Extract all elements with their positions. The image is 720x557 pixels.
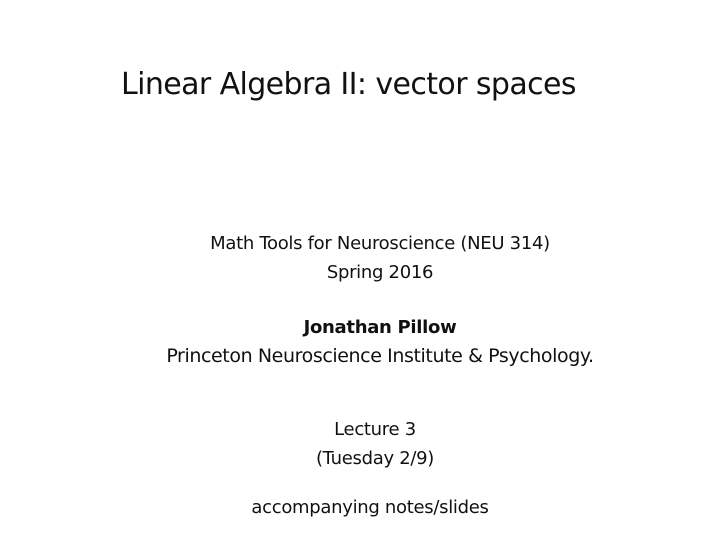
- slide-title: Linear Algebra II: vector spaces: [121, 67, 576, 102]
- lecture-date: (Tuesday 2/9): [315, 448, 435, 469]
- notes-link: accompanying notes/slides: [251, 497, 489, 518]
- term: Spring 2016: [326, 262, 434, 283]
- course-name: Math Tools for Neuroscience (NEU 314): [210, 233, 550, 254]
- author-name: Jonathan Pillow: [303, 317, 457, 338]
- lecture-number: Lecture 3: [334, 419, 416, 440]
- author-affiliation: Princeton Neuroscience Institute & Psychology.: [166, 345, 594, 367]
